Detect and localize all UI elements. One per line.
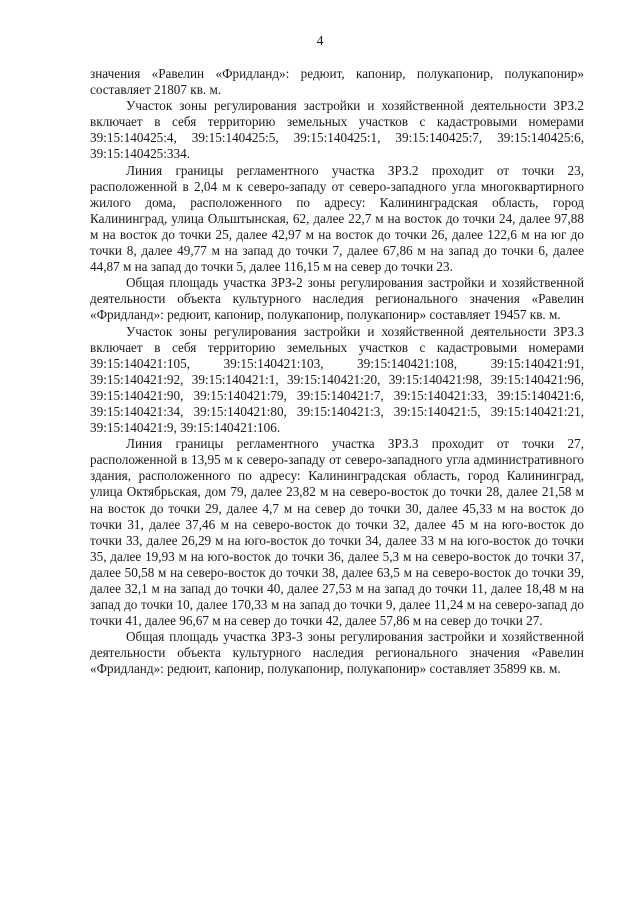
paragraph-zrz3-boundary: Линия границы регламентного участка ЗРЗ.3 проходит от точки 27, расположенной в 13,95 м к северо-западу от северо-западного угла административного здания, расположенного по адресу: Калининградская область, город Калининград, улица Октябрьская, дом 79, далее 23,82 м на северо-восток до точки 28, далее 21,58 м на восток до точки 29, далее 4,7 м на север до точки 30, далее 45,33 м на восток до точки 31, далее 37,46 м на северо-восток до точки 32, далее 45 м на юго-восток до точки 33, далее 26,29 м на юго-восток до точки 34, далее 33 м на юго-восток до точки 35, далее 19,93 м на юго-восток до точки 36, далее 5,3 м на северо-восток до точки 37, далее 50,58 м на северо-восток до точки 38, далее 63,5 м на северо-восток до точки 39, далее 32,1 м на запад до точки 40, далее 27,53 м на запад до точки 11, далее 18,48 м на запад до точки 10, далее 170,33 м на запад до точки 9, далее 11,24 м на северо-запад до точки 41, далее 96,67 м на север до точки 42, далее 57,86 м на север до точки 27. xyxy=(90,436,584,629)
paragraph-zrz3-parcels: Участок зоны регулирования застройки и хозяйственной деятельности ЗРЗ.3 включает в себя территорию земельных участков с кадастровыми номерами 39:15:140421:105, 39:15:140421:103, 39:15:140421:108, 39:15:140421:91, 39:15:140421:92, 39:15:140421:1, 39:15:140421:20, 39:15:140421:98, 39:15:140421:96, 39:15:140421:90, 39:15:140421:79, 39:15:140421:7, 39:15:140421:33, 39:15:140421:6, 39:15:140421:34, 39:15:140421:80, 39:15:140421:3, 39:15:140421:5, 39:15:140421:21, 39:15:140421:9, 39:15:140421:106. xyxy=(90,323,584,436)
paragraph-zrz3-area: Общая площадь участка ЗРЗ-3 зоны регулирования застройки и хозяйственной деятельности объекта культурного наследия регионального значения «Равелин «Фридланд»: редюит, капонир, полукапонир, полукапонир» составляет 35899 кв. м. xyxy=(90,629,584,677)
document-body xyxy=(90,66,584,678)
paragraph-area-zrz1-end: значения «Равелин «Фридланд»: редюит, капонир, полукапонир, полукапонир» составляет 21807 кв. м. xyxy=(90,66,584,98)
paragraph-zrz2-parcels: Участок зоны регулирования застройки и хозяйственной деятельности ЗРЗ.2 включает в себя территорию земельных участков с кадастровыми номерами 39:15:140425:4, 39:15:140425:5, 39:15:140425:1, 39:15:140425:7, 39:15:140425:6, 39:15:140425:334. xyxy=(90,98,584,162)
paragraph-zrz2-area: Общая площадь участка ЗРЗ-2 зоны регулирования застройки и хозяйственной деятельности объекта культурного наследия регионального значения «Равелин «Фридланд»: редюит, капонир, полукапонир, полукапонир» составляет 19457 кв. м. xyxy=(90,275,584,323)
paragraph-zrz2-boundary: Линия границы регламентного участка ЗРЗ.2 проходит от точки 23, расположенной в 2,04 м к северо-западу от северо-западного угла многоквартирного жилого дома, расположенного по адресу: Калининградская область, город Калининград, улица Ольштынская, 62, далее 22,7 м на восток до точки 24, далее 97,88 м на восток до точки 25, далее 42,97 м на восток до точки 26, далее 122,6 м на юг до точки 8, далее 49,77 м на запад до точки 7, далее 67,86 м на запад до точки 6, далее 44,87 м на запад до точки 5, далее 116,15 м на север до точки 23. xyxy=(90,162,584,275)
page-number: 4 xyxy=(316,34,324,49)
